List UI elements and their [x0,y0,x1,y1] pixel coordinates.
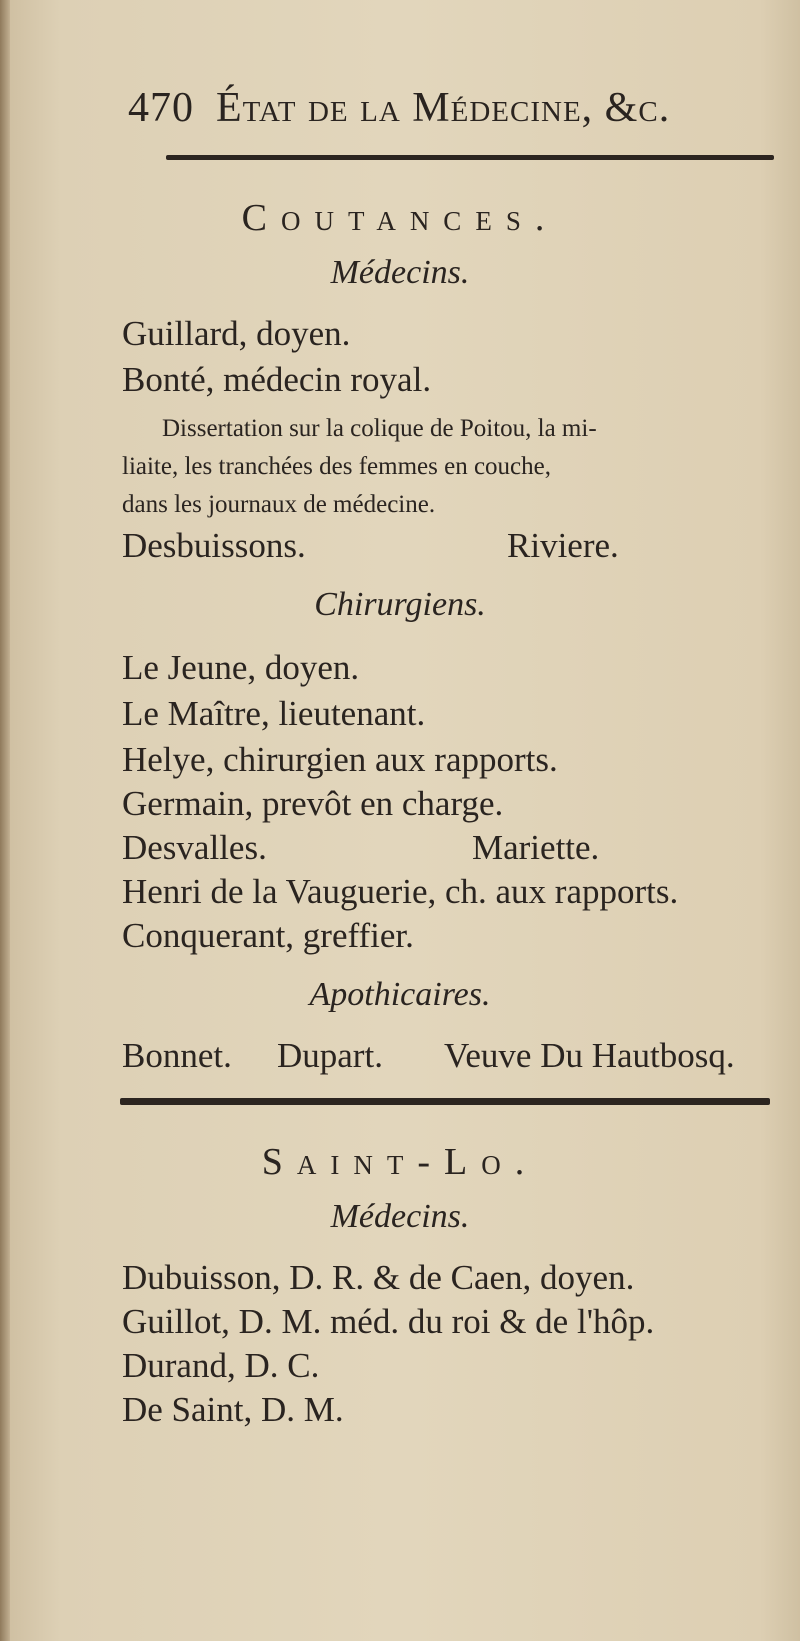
entry-name: Dupart. [277,1036,383,1075]
running-head [128,84,768,132]
entry-triple [122,1036,782,1076]
entry-line: Durand, D. C. [122,1346,320,1385]
entry-pair [122,526,782,566]
town-heading-saint-lo: Saint-Lo. [261,1141,539,1183]
entry-line: Guillot, D. M. méd. du roi & de l'hôp. [122,1302,655,1341]
entry-name: Mariette. [472,828,600,867]
note-line: Dissertation sur la colique de Poitou, la mi- [162,415,597,442]
entry-line: Le Maître, lieutenant. [122,694,426,733]
note-paragraph [122,410,772,524]
section-heading-medecins: Médecins. [330,1198,470,1235]
entry-line: Germain, prevôt en charge. [122,784,504,823]
section-heading-medecins: Médecins. [330,254,470,291]
section-heading-apothicaires: Apothicaires. [309,976,491,1013]
page-number: 470 [128,85,194,131]
entry-name: Desvalles. [122,828,267,867]
entry-line: Le Jeune, doyen. [122,648,360,687]
town-heading-coutances: Coutances. [241,197,559,239]
section-divider-rule [120,1098,770,1105]
note-line: dans les journaux de médecine. [122,491,436,518]
page-spine-edge [0,0,10,1641]
entry-name: Veuve Du Hautbosq. [444,1036,735,1075]
entry-pair [122,828,782,868]
section-heading-chirurgiens: Chirurgiens. [314,586,486,623]
entry-line: Henri de la Vauguerie, ch. aux rapports. [122,872,679,911]
entry-name: Desbuissons. [122,526,306,565]
header-rule [166,155,774,160]
entry-name: Bonnet. [122,1036,232,1075]
entry-line: De Saint, D. M. [122,1390,344,1429]
note-line: liaite, les tranchées des femmes en couche, [122,453,551,480]
entry-line: Dubuisson, D. R. & de Caen, doyen. [122,1258,635,1297]
entry-line: Conquerant, greffier. [122,916,414,955]
entry-line: Bonté, médecin royal. [122,360,432,399]
running-title: État de la Médecine, &c. [216,85,671,131]
entry-line: Guillard, doyen. [122,314,351,353]
entry-name: Riviere. [507,526,619,565]
entry-line: Helye, chirurgien aux rapports. [122,740,558,779]
